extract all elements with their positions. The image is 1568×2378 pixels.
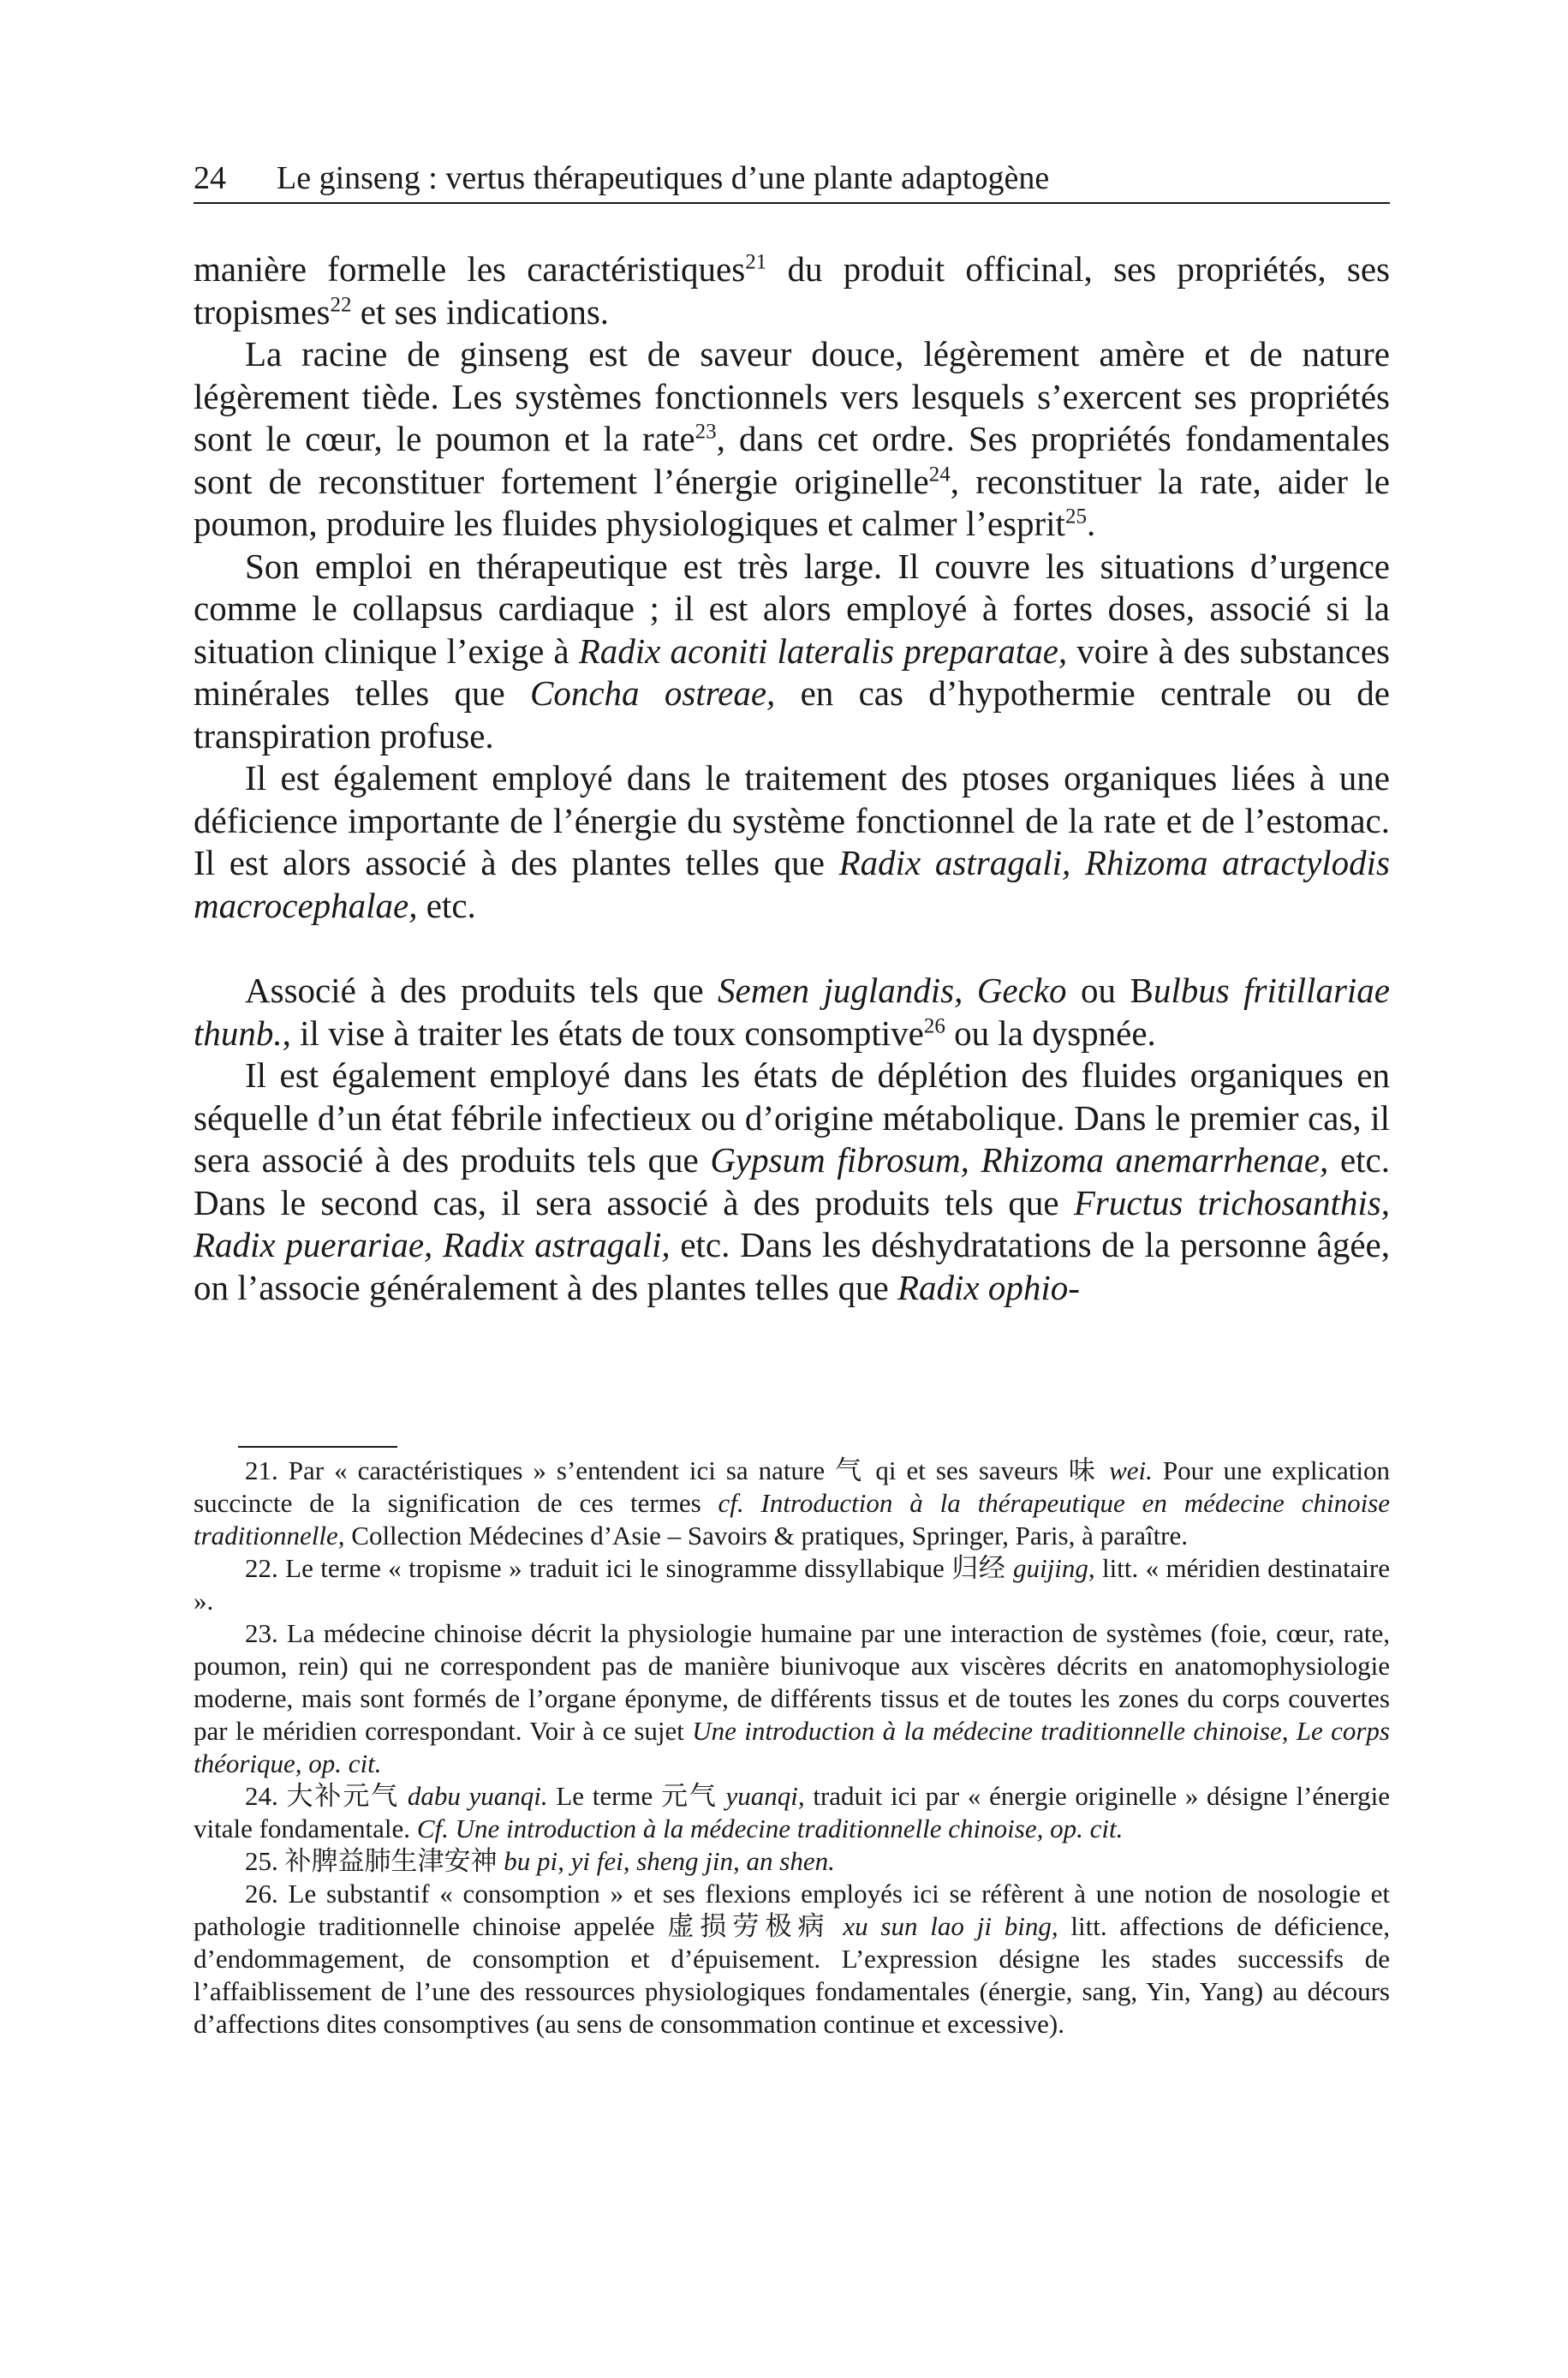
paragraph-4: Il est également employé dans le traitement des ptoses organiques liées à une déficience importante de l’énergie du système fonctionnel de la rate et de l’estomac. Il est alors associé à des plantes telles que Radix astragali, Rhizoma atractylodis macrocephalae, etc. [194,758,1390,925]
footnote-ref-23: 23 [695,420,717,444]
footnote-23: 23. La médecine chinoise décrit la physiologie humaine par une interaction de systèmes (foie, cœur, rate, poumon, rein) qui ne correspondent pas de manière biunivoque aux viscères décrits en anatomophysiologie moderne, mais sont formés de l’organe éponyme, de différents tissus et de toutes les zones du corps couvertes par le méridien correspondant. Voir à ce sujet Une introduction à la médecine traditionnelle chinoise, Le corps théorique, op. cit. [194,1618,1390,1778]
footnote-21: 21. Par « caractéristiques » s’entendent ici sa nature 气 qi et ses saveurs 味 wei. Pour une explication succincte de la signification de ces termes cf. Introduction à la thérapeutique en médecine chinoise traditionnelle, Collection Médecines d’Asie – Savoirs & pratiques, Springer, Paris, à paraître. [194,1455,1391,1550]
main-text [194,248,1390,1309]
footnote-ref-26: 26 [923,1013,945,1037]
paragraph-1: manière formelle les caractéristiques$^{21}$ du produit officinal, ses propriétés, ses tropismes$^{22}$ et ses indications. [194,249,1390,332]
footnote-22: 22. Le terme « tropisme » traduit ici le sinogramme dissyllabique 归经 guijing, litt. « méridien destinataire ». [194,1553,1391,1616]
footnote-26: 26. Le substantif « consomption » et ses flexions employés ici se réfèrent à une notion de nosologie et pathologie traditionnelle chinoise appelée 虚损劳极病 xu sun lao ji bing, litt. affections de déficience, d’endommagement, de consomption et d’épuisement. L’expression désigne les stades successifs de l’affaiblissement de l’une des ressources physiologiques fondamentales (énergie, sang, Yin, Yang) au décours d’affections dites consomptives (au sens de consommation continue et excessive). [194,1879,1391,2039]
paragraph-6: Il est également employé dans les états de déplétion des fluides organiques en séquelle d’un état fébrile infectieux ou d’origine métabolique. Dans le premier cas, il sera associé à des produits tels que Gypsum fibrosum, Rhizoma anemarrhenae, etc. Dans le second cas, il sera associé à des produits tels que Fructus trichosanthis, Radix puerariae, Radix astragali, etc. Dans les déshydratations de la personne âgée, on l’associe généralement à des plantes telles que Radix ophio- [194,1055,1390,1307]
running-title: Le ginseng : vertus thérapeutiques d’une plante adaptogène [277,160,1050,196]
footnote-25: 25. 补脾益肺生津安神 bu pi, yi fei, sheng jin, an shen. [245,1846,835,1877]
footnotes [194,1455,1390,2040]
running-header [194,159,1390,204]
footnote-ref-25: 25 [1064,505,1087,529]
footnote-24: 24. 大补元气 dabu yuanqi. Le terme 元气 yuanqi, traduit ici par « énergie originelle » désigne l’énergie vitale fondamentale. Cf. Une introduction à la médecine traditionnelle chinoise, op. cit. [194,1781,1391,1843]
footnote-separator [238,1446,397,1448]
footnote-ref-24: 24 [928,462,951,486]
paragraph-5: Associé à des produits tels que Semen juglandis, Gecko ou Bulbus fritillariae thunb., il vise à traiter les états de toux consomptive$^{26}$ ou la dyspnée. [194,971,1390,1053]
footnote-ref-22: 22 [330,292,352,316]
paragraph-2: La racine de ginseng est de saveur douce, légèrement amère et de nature légèrement tiède. Les systèmes fonctionnels vers lesquels s’exercent ses propriétés sont le cœur, le poumon et la rate$^{23}$, dans cet ordre. Ses propriétés fondamentales sont de reconstituer fortement l’énergie originelle$^{24}$, reconstituer la rate, aider le poumon, produire les fluides physiologiques et calmer l’esprit$^{25}$. [194,334,1390,543]
page-number: 24 [194,160,226,196]
paragraph-3: Son emploi en thérapeutique est très large. Il couvre les situations d’urgence comme le collapsus cardiaque ; il est alors employé à fortes doses, associé si la situation clinique l’exige à Radix aconiti lateralis preparatae, voire à des substances minérales telles que Concha ostreae, en cas d’hypothermie centrale ou de transpiration profuse. [194,546,1391,756]
footnote-ref-21: 21 [745,250,767,274]
